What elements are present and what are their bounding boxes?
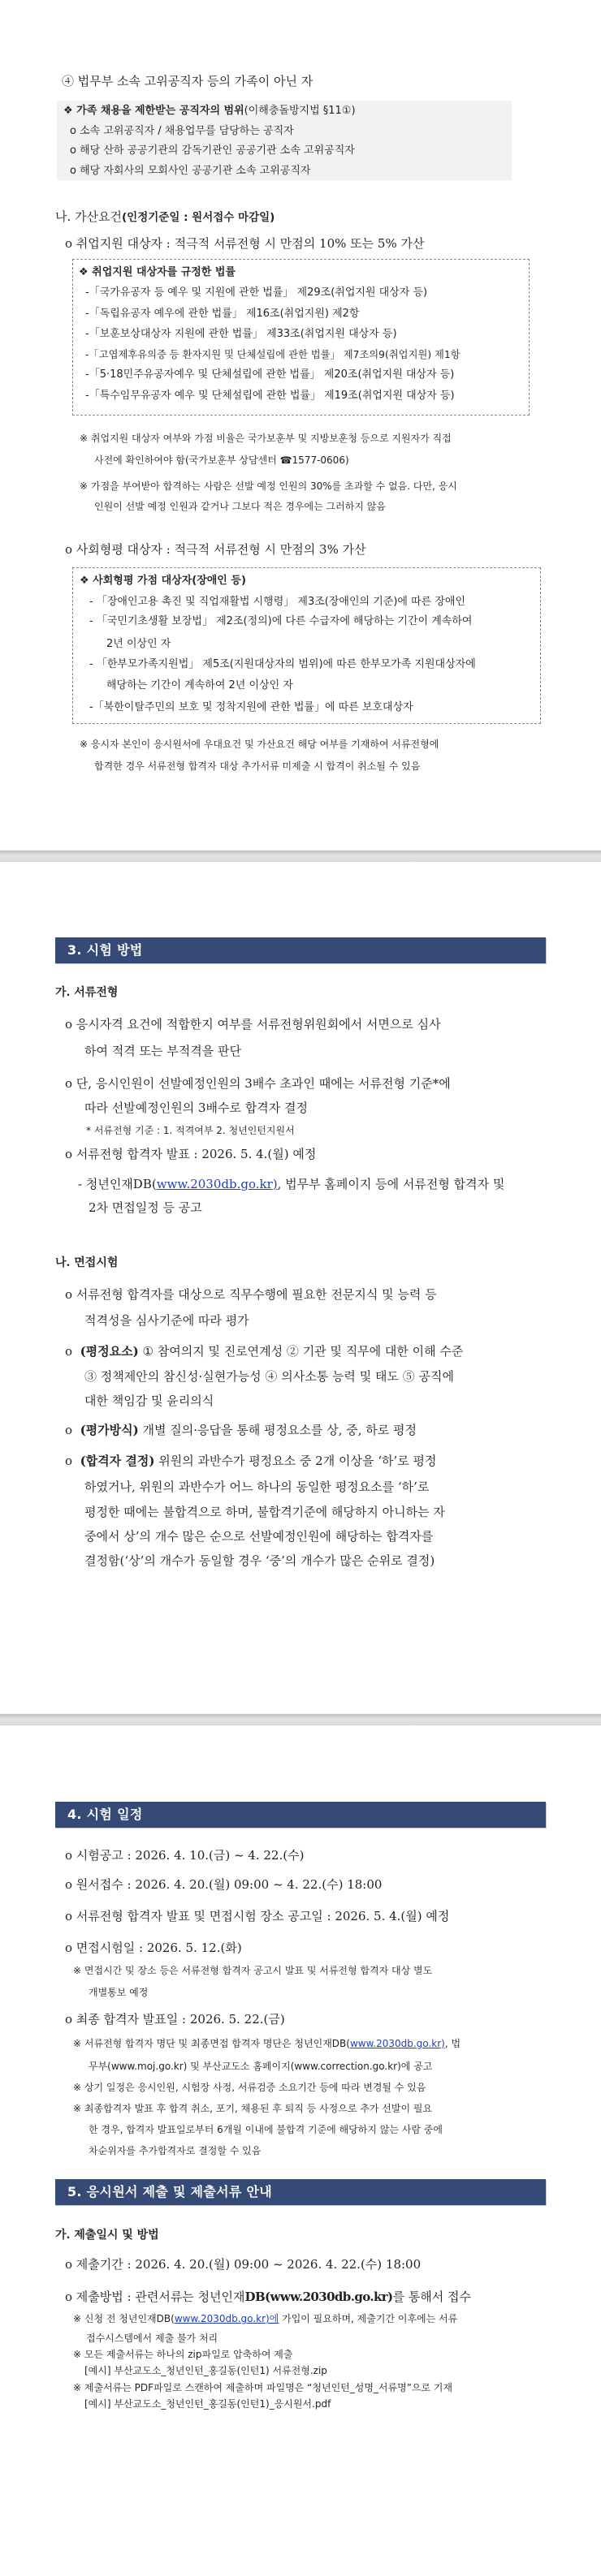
- document-screening-line: 따라 선발예정인원의 3배수로 합격자 결정: [84, 1101, 308, 1115]
- youth-talent-db-link[interactable]: www.2030db.go.kr): [349, 2038, 445, 2049]
- results-notice-suffix: , 법: [444, 2038, 461, 2049]
- interview-line: o 서류전형 합격자를 대상으로 직무수행에 필요한 전문지식 및 능력 등: [65, 1287, 437, 1302]
- announce-prefix: - 청년인재DB(: [78, 1177, 157, 1191]
- social-equity-item-cont: 2년 이상인 자: [106, 638, 171, 650]
- zip-note: ※ 모든 제출서류는 하나의 zip파일로 압축하여 제출: [73, 2349, 293, 2360]
- section-header-title: 4. 시험 일정: [67, 1807, 143, 1822]
- law-item: -「국가유공자 등 예우 및 지원에 관한 법률」 제29조(취업지원 대상자 등): [85, 286, 428, 299]
- section-header-exam-method: [55, 937, 546, 963]
- youth-talent-db-link[interactable]: www.2030db.go.kr): [156, 1177, 278, 1191]
- schedule-value: 2026. 5. 4.(월) 예정: [335, 1909, 450, 1923]
- employment-support-note: 사전에 확인하여야 함(국가보훈부 상담센터 ☎1577-0606): [94, 454, 349, 466]
- signup-prefix: ※ 신청 전 청년인재DB(: [73, 2313, 175, 2324]
- period-value: 2026. 4. 20.(월) 09:00 ~ 2026. 4. 22.(수) 18:00: [135, 2257, 422, 2272]
- signup-note: [73, 2312, 457, 2325]
- law-item: -「5·18민주유공자예우 및 단체설립에 관한 법률」 제20조(취업지원 대상자 등): [85, 368, 455, 381]
- schedule-value: 2026. 4. 10.(금) ~ 4. 22.(수): [135, 1848, 305, 1863]
- pdf-example: [예시] 부산교도소_청년인턴_홍길동(인턴1)_응시원서.pdf: [84, 2398, 331, 2410]
- schedule-change-note: ※ 상기 일정은 응시인원, 시험장 사정, 서류검증 소요기간 등에 따라 변경될 수 있음: [73, 2082, 426, 2093]
- zip-example: [예시] 부산교도소_청년인턴_홍길동(인턴1) 서류전형.zip: [84, 2365, 327, 2376]
- section-header-exam-schedule: [55, 1802, 546, 1828]
- social-equity-note: 합격한 경우 서류전형 합격자 대상 추가서류 미제출 시 합격이 취소될 수 있음: [94, 760, 421, 772]
- document-screening-line: o 단, 응시인원이 선발예정인원의 3배수 초과인 때에는 서류전형 기준*에: [65, 1076, 451, 1091]
- page-divider: [0, 1713, 601, 1725]
- section-header-title: 5. 응시원서 제출 및 제출서류 안내: [67, 2184, 272, 2199]
- social-equity-item-cont: 해당하는 기간이 계속하여 2년 이상인 자: [106, 679, 293, 691]
- method-suffix: 를 통해서 접수: [392, 2290, 472, 2304]
- schedule-value: 2026. 5. 22.(금): [189, 2012, 285, 2027]
- additional-selection-note: 차순위자를 추가합격자로 결정할 수 있음: [89, 2145, 262, 2156]
- schedule-label: o 면접시험일 :: [65, 1941, 147, 1955]
- schedule-item: [65, 1908, 449, 1924]
- method-label: (평가방식): [80, 1423, 139, 1437]
- section-header-application-submission: [55, 2179, 546, 2205]
- interview-schedule-note: 개별통보 예정: [89, 1987, 149, 1998]
- page-divider: [0, 850, 601, 862]
- method-text: 개별 질의·응답을 통해 평정요소를 상, 중, 하로 평정: [138, 1423, 417, 1437]
- method-label: o 제출방법 : 관련서류는 청년인재: [65, 2290, 245, 2304]
- interview-method: o (평가방식) 개별 질의·응답을 통해 평정요소를 상, 중, 하로 평정: [65, 1423, 417, 1437]
- submission-method: [65, 2289, 471, 2305]
- document-screening-heading: 가. 서류전형: [55, 986, 119, 999]
- bonus-heading: [55, 209, 275, 226]
- family-restriction-item: o 해당 산하 공공기관의 감독기관인 공공기관 소속 고위공직자: [70, 144, 355, 157]
- employment-support-note: 인원이 선발 예정 인원과 같거나 그보다 적은 경우에는 그러하지 않음: [94, 501, 386, 512]
- decision-text: 위원의 과반수가 평정요소 중 2개 이상을 ‘하’로 평정: [154, 1454, 437, 1468]
- interview-decision: o (합격자 결정) 위원의 과반수가 평정요소 중 2개 이상을 ‘하’로 평정: [65, 1454, 437, 1468]
- elements-label: (평정요소): [80, 1344, 139, 1359]
- document-screening-result-date: o 서류전형 합격자 발표 : 2026. 5. 4.(월) 예정: [65, 1147, 317, 1161]
- interview-decision-cont: 결정함(‘상’의 개수가 동일할 경우 ‘중’의 개수가 많은 순위로 결정): [84, 1553, 435, 1568]
- submission-period: [65, 2256, 421, 2272]
- period-label: o 제출기간 :: [65, 2257, 136, 2272]
- interview-elements: o (평정요소) ① 참여의지 및 진로연계성 ② 기관 및 직무에 대한 이해 수준: [65, 1344, 464, 1359]
- interview-heading: 나. 면접시험: [55, 1256, 119, 1269]
- employment-support-laws-title: ❖ 취업지원 대상자를 규정한 법률: [79, 266, 236, 278]
- youth-talent-db-link[interactable]: www.2030db.go.kr)에: [174, 2313, 279, 2324]
- social-equity-item: - 「한부모가족지원법」 제5조(지원대상자의 범위)에 따른 한부모가족 지원대상자에: [89, 658, 476, 670]
- document-screening-announce-cont: 2차 면접일정 등 공고: [89, 1200, 202, 1215]
- results-notice-cont: 무부(www.moj.go.kr) 및 부산교도소 홈페이지(www.correction.go.kr)에 공고: [89, 2061, 433, 2072]
- method-db-url: DB(www.2030db.go.kr): [244, 2290, 393, 2304]
- document-screening-line: 하여 적격 또는 부적격을 판단: [84, 1044, 241, 1058]
- family-restriction-item: o 해당 자회사의 모회사인 공공기관 소속 고위공직자: [70, 165, 311, 177]
- interview-decision-cont: 하였거나, 위원의 과반수가 어느 하나의 동일한 평정요소를 ‘하’로: [84, 1480, 430, 1494]
- bonus-heading-prefix: 나. 가산요건: [55, 209, 122, 224]
- schedule-label: o 원서접수 :: [65, 1877, 136, 1892]
- interview-schedule-note: ※ 면접시간 및 장소 등은 서류전형 합격자 공고시 발표 및 서류전형 합격자 대상 별도: [73, 1965, 433, 1976]
- section-header-title: 3. 시험 방법: [67, 942, 143, 958]
- announce-suffix: , 법무부 홈페이지 등에 서류전형 합격자 및: [277, 1177, 505, 1191]
- law-item: -「보훈보상대상자 지원에 관한 법률」 제33조(취업지원 대상자 등): [85, 328, 397, 340]
- results-notice-prefix: ※ 서류전형 합격자 명단 및 최종면접 합격자 명단은 청년인재DB(: [73, 2038, 350, 2049]
- pdf-note: ※ 제출서류는 PDF파일로 스캔하여 제출하며 파일명은 “청년인턴_성명_서류명”으로 기재: [73, 2382, 453, 2393]
- screening-criteria-note: * 서류전형 기준 : 1. 적격여부 2. 청년인턴지원서: [86, 1125, 295, 1136]
- schedule-item: [65, 1876, 382, 1893]
- social-equity-note: ※ 응시자 본인이 응시원서에 우대요건 및 가산요건 해당 여부를 기재하여 서류전형에: [80, 739, 439, 750]
- additional-selection-note: ※ 최종합격자 발표 후 합격 취소, 포기, 채용된 후 퇴직 등 사정으로 추가 선발이 필요: [73, 2103, 433, 2114]
- law-item: -「특수임무유공자 예우 및 단체설립에 관한 법률」 제19조(취업지원 대상자 등): [85, 390, 455, 402]
- requirement-item-4: ④ 법무부 소속 고위공직자 등의 가족이 아닌 자: [62, 74, 313, 88]
- schedule-item: [65, 1847, 304, 1863]
- signup-note-cont: 접수시스템에서 제출 불가 처리: [86, 2333, 218, 2344]
- social-equity-box-title: ❖ 사회형평 가점 대상자(장애인 등): [80, 575, 246, 587]
- interview-decision-cont: 평정한 때에는 불합격으로 하며, 불합격기준에 해당하지 아니하는 자: [84, 1505, 445, 1519]
- interview-line: 적격성을 심사기준에 따라 평가: [84, 1313, 249, 1328]
- document-screening-line: o 응시자격 요건에 적합한지 여부를 서류전형위원회에서 서면으로 심사: [65, 1017, 441, 1032]
- bonus-heading-suffix: (인정기준일 : 원서접수 마감일): [122, 211, 275, 224]
- schedule-value: 2026. 4. 20.(월) 09:00 ~ 4. 22.(수) 18:00: [135, 1877, 383, 1892]
- submission-heading: 가. 제출일시 및 방법: [55, 2229, 159, 2242]
- schedule-item: [65, 2011, 285, 2027]
- schedule-label: o 서류전형 합격자 발표 및 면접시험 장소 공고일 :: [65, 1909, 335, 1923]
- schedule-item: [65, 1940, 242, 1956]
- interview-elements-cont: ③ 정책제안의 참신성·실현가능성 ④ 의사소통 능력 및 태도 ⑤ 공직에: [84, 1369, 454, 1384]
- employment-support-note: ※ 취업지원 대상자 여부와 가점 비율은 국가보훈부 및 지방보훈청 등으로 지원자가 직접: [80, 433, 452, 444]
- family-restriction-title-bold: ❖ 가족 채용을 제한받는 공직자의 범위: [63, 105, 244, 117]
- elements-text: ① 참여의지 및 진로연계성 ② 기관 및 직무에 대한 이해 수준: [138, 1344, 464, 1359]
- schedule-label: o 최종 합격자 발표일 :: [65, 2012, 190, 2027]
- employment-support-note: ※ 가점을 부여받아 합격하는 사람은 선발 예정 인원의 30%를 초과할 수 없음. 다만, 응시: [80, 480, 457, 492]
- social-equity-bullet: o 사회형평 대상자 : 적극적 서류전형 시 만점의 3% 가산: [65, 542, 366, 557]
- employment-support-bullet: o 취업지원 대상자 : 적극적 서류전형 시 만점의 10% 또는 5% 가산: [65, 236, 425, 251]
- social-equity-item: - 「국민기초생활 보장법」 제2조(정의)에 다른 수급자에 해당하는 기간이 계속하여: [89, 615, 473, 627]
- law-item: -「고엽제후유의증 등 환자지원 및 단체설립에 관한 법률」 제7조의9(취업지원) 제1항: [85, 349, 460, 360]
- family-restriction-title: [63, 104, 356, 118]
- document-screening-announce: [78, 1176, 504, 1192]
- family-restriction-item: o 소속 고위공직자 / 채용업무를 담당하는 공직자: [70, 125, 294, 137]
- family-restriction-title-ref: (이해충돌방지법 §11①): [244, 105, 356, 117]
- schedule-value: 2026. 5. 12.(화): [146, 1941, 242, 1955]
- interview-elements-cont: 대한 책임감 및 윤리의식: [84, 1394, 214, 1408]
- schedule-label: o 시험공고 :: [65, 1848, 136, 1863]
- social-equity-item: -「북한이탈주민의 보호 및 정착지원에 관한 법률」에 따른 보호대상자: [89, 701, 413, 713]
- additional-selection-note: 한 경우, 합격자 발표일로부터 6개월 이내에 불합격 기준에 해당하지 않는 사람 중에: [89, 2124, 443, 2135]
- results-notice-note: [73, 2037, 460, 2050]
- signup-suffix: 가입이 필요하며, 제출기간 이후에는 서류: [279, 2313, 458, 2324]
- decision-label: (합격자 결정): [80, 1454, 155, 1468]
- social-equity-item: - 「장애인고용 촉진 및 직업재활법 시행령」 제3조(장애인의 기준)에 따른 장애인: [89, 596, 466, 608]
- law-item: -「독립유공자 예우에 관한 법률」 제16조(취업지원) 제2항: [85, 308, 360, 320]
- interview-decision-cont: 중에서 상’의 개수 많은 순으로 선발예정인원에 해당하는 합격자를: [84, 1529, 434, 1544]
